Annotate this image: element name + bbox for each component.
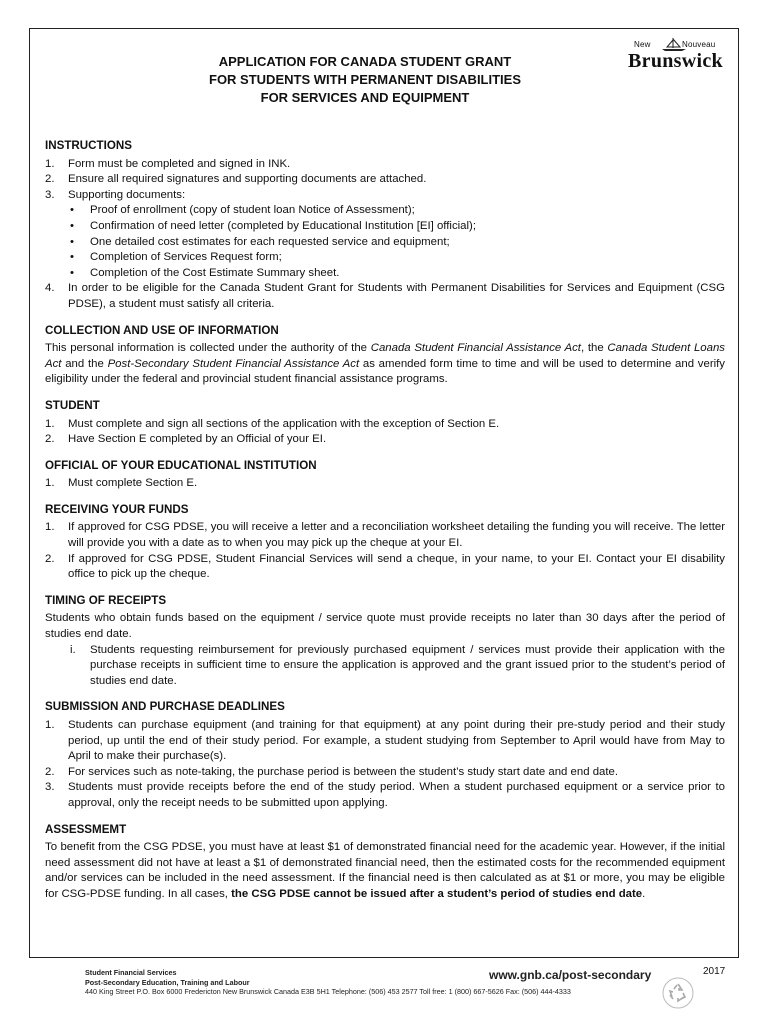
list-item: 3. Supporting documents: — [45, 188, 186, 201]
sub-item: i. Students requesting reimbursement for previously purchased equipment / services must provide their application with the purchase receipts in sufficient time to ensure the application is approved and the grant issued prior to the student’s period of studies end date. — [70, 643, 725, 687]
form-title — [160, 53, 570, 107]
title-line-3: FOR SERVICES AND EQUIPMENT — [260, 90, 470, 105]
timing-paragraph: Students who obtain funds based on the equipment / service quote must provide receipts no later than 30 days after the period of studies end date. — [45, 612, 725, 641]
collection-heading: COLLECTION AND USE OF INFORMATION — [45, 323, 279, 337]
footer-line-2: Post-Secondary Education, Training and Labour — [85, 977, 250, 987]
logo-brunswick: Brunswick — [628, 50, 723, 72]
list-item: 2. If approved for CSG PDSE, Student Financial Services will send a cheque, in your name, to your EI. Contact your EI disability office to pick up the cheque. — [45, 552, 725, 581]
logo-new: New — [634, 40, 651, 49]
list-item: 1. Must complete and sign all sections of the application with the exception of Section E. — [45, 417, 500, 430]
list-item: 2. Ensure all required signatures and supporting documents are attached. — [45, 173, 427, 186]
list-item: 3. Students must provide receipts before the end of the study period. When a student purchased equipment or a service prior to approval, only the receipt needs to be submitted upon applying. — [45, 781, 725, 809]
list-item: 2. Have Section E completed by an Official of your EI. — [45, 433, 327, 446]
funds-heading: RECEIVING YOUR FUNDS — [45, 502, 189, 516]
collection-paragraph: This personal information is collected under the authority of the Canada Student Financial Assistance Act, the Canada Student Loans Act and the Post-Secondary Student Financial Assistance Act as amended form time to time and will be used to determine and verify eligibility under the federal and provincial student financial assistance programs. — [45, 342, 726, 386]
website-link[interactable]: www.gnb.ca/post-secondary — [489, 968, 652, 982]
logo-nouveau: Nouveau — [682, 40, 716, 49]
footer-line-3: 440 King Street P.O. Box 6000 Fredericton New Brunswick Canada E3B 5H1 Telephone: (506) 453 2577 Toll free: 1 (800) 667-5626 Fax: (506) 444-4333 — [85, 987, 571, 997]
bullet-item: • One detailed cost estimates for each requested service and equipment; — [70, 235, 450, 248]
assessment-paragraph: To benefit from the CSG PDSE, you must have at least $1 of demonstrated financial need for the academic year. However, if the initial need assessment did not have at least a $1 of demonstrated financial need, then the estimated costs for the recommended equipment and/or services can be included in the need assessment. If the financial need is then calculated as at $1 or more, you may be eligible for CSG-PDSE funding. In all cases, the CSG PDSE cannot be issued after a student’s period of studies end date. — [45, 841, 725, 900]
instructions-heading: INSTRUCTIONS — [45, 139, 132, 152]
assessment-heading: ASSESSMEMT — [45, 822, 127, 836]
official-heading: OFFICIAL OF YOUR EDUCATIONAL INSTITUTION — [45, 458, 317, 472]
deadlines-heading: SUBMISSION AND PURCHASE DEADLINES — [45, 700, 285, 714]
form-body — [45, 138, 725, 903]
list-item: 4. In order to be eligible for the Canada Student Grant for Students with Permanent Disabilities for Services and Equipment (CSG PDSE), a student must satisfy all criteria. — [45, 282, 725, 310]
title-line-2: FOR STUDENTS WITH PERMANENT DISABILITIES — [209, 72, 521, 87]
new-brunswick-logo — [628, 36, 732, 74]
student-heading: STUDENT — [45, 398, 100, 412]
bullet-item: • Proof of enrollment (copy of student loan Notice of Assessment); — [70, 204, 415, 217]
footer-line-1: Student Financial Services — [85, 968, 177, 977]
bullet-item: • Completion of Services Request form; — [70, 251, 282, 264]
bullet-item: • Completion of the Cost Estimate Summary sheet. — [70, 266, 340, 279]
timing-heading: TIMING OF RECEIPTS — [45, 593, 167, 607]
bullet-item: • Confirmation of need letter (completed by Educational Institution [EI] official); — [70, 219, 477, 232]
title-line-1: APPLICATION FOR CANADA STUDENT GRANT — [218, 54, 512, 69]
list-item: 1. If approved for CSG PDSE, you will receive a letter and a reconciliation worksheet detailing the funding you will receive. The letter will provide you with a date as to when you may pick up the cheque at your EI. — [45, 521, 725, 550]
list-item: 1. Must complete Section E. — [45, 477, 198, 490]
list-item: 1. Students can purchase equipment (and training for that equipment) at any point during their pre-study period and their study period, up until the end of their study period. For example, a student studying from September to April would have from May to April to make their purchase(s). — [45, 719, 725, 763]
recycle-icon — [662, 977, 694, 1009]
form-year: 2017 — [703, 966, 726, 977]
list-item: 1. Form must be completed and signed in INK. — [45, 157, 291, 170]
list-item: 2. For services such as note-taking, the purchase period is between the student’s study start date and end date. — [45, 765, 619, 778]
